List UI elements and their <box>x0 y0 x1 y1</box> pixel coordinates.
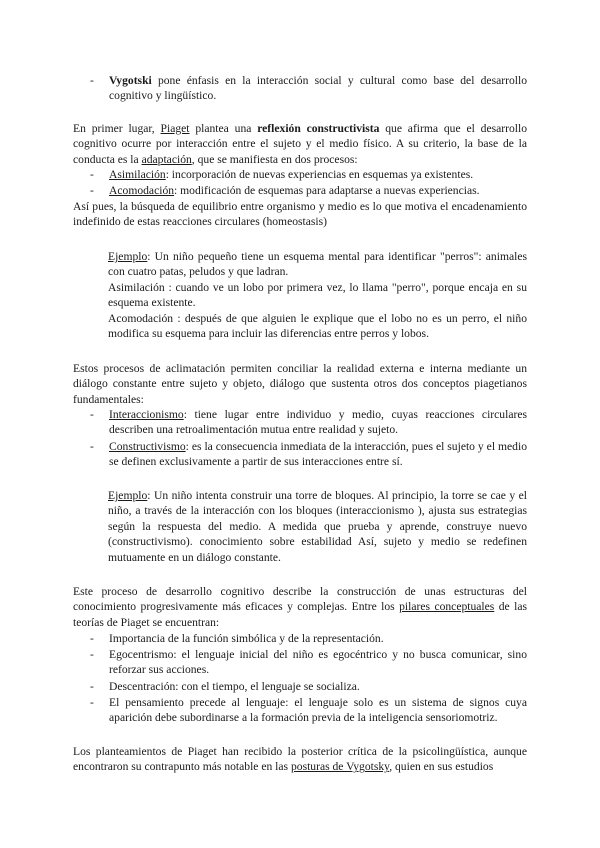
bullet-dash: - <box>90 184 94 197</box>
text-run: de las teorías de Piaget se encuentran: <box>73 600 527 629</box>
piaget-link: Piaget <box>160 122 190 135</box>
equilibrio-paragraph: Así pues, la búsqueda de equilibrio entre organismo y medio es lo que motiva el encadenamiento indefinido de estas reacciones circulares (homeostasis) <box>73 200 527 229</box>
constructivist-term: reflexión constructivista <box>257 122 380 135</box>
constructivismo-term: Constructivismo <box>109 440 186 453</box>
bullet-dash: - <box>90 74 94 87</box>
bullet-dash: - <box>90 680 94 693</box>
bullet-dash: - <box>90 168 94 181</box>
interaccionismo-text: : tiene lugar entre individuo y medio, cuyas reacciones circulares describen una retroalimentación mutua entre realidad y sujeto. <box>109 408 527 437</box>
bullet-dash: - <box>90 696 94 709</box>
ejemplo-label: Ejemplo <box>108 489 148 502</box>
example-perros-line1 <box>108 249 527 280</box>
text-run: , que se manifiesta en dos procesos: <box>191 152 358 166</box>
text-run: que afirma que el desarrollo cognitivo ocurre por interacción entre el sujeto y el medio físico. A su criterio, la base de la conducta es la <box>73 122 528 166</box>
text-run: : Un niño pequeño tiene un esquema mental para identificar "perros": animales con cuatro patas, peludos y que ladran. <box>108 250 527 279</box>
piaget-paragraph <box>73 121 527 167</box>
text-run: plantea una <box>189 122 258 135</box>
descentracion-text: Descentración: con el tiempo, el lenguaje se socializa. <box>109 680 360 693</box>
text-run: , quien en sus estudios <box>389 760 494 774</box>
pilares-term: pilares conceptuales <box>399 600 495 614</box>
bullet-dash: - <box>90 408 94 421</box>
pensamiento-text: El pensamiento precede al lenguaje: el lenguaje solo es un sistema de signos cuya aparición debe subordinarse a la formación previa de la inteligencia sensoriomotriz. <box>109 696 527 725</box>
example-torre <box>108 488 527 565</box>
text-run: Los planteamientos de Piaget han recibido la posterior crítica de la psicolingüística, aunque encontraron su contrapunto más notable en las <box>73 745 527 774</box>
bullet-dash: - <box>90 440 94 453</box>
vygotski-text: pone énfasis en la interacción social y cultural como base del desarrollo cognitivo y lingüístico. <box>109 74 527 103</box>
list-item-descentracion <box>90 679 527 694</box>
posturas-vygotsky-term: posturas de Vygotsky <box>290 760 390 774</box>
example-perros-line3: Acomodación : después de que alguien le explique que el lobo no es un perro, el niño modifica su esquema para incluir las diferencias entre perros y lobos. <box>108 311 527 341</box>
list-item-pensamiento <box>90 695 527 726</box>
list-item-acomodacion <box>90 183 527 198</box>
aclimatacion-paragraph: Estos procesos de aclimatación permiten conciliar la realidad externa e interna mediante un diálogo constante entre sujeto y objeto, diálogo que sustenta otros dos conceptos piagetianos fundamentales: <box>73 362 527 406</box>
ejemplo-label: Ejemplo <box>108 250 148 263</box>
list-item-funcion-simbolica <box>90 631 527 646</box>
bullet-dash: - <box>90 648 94 661</box>
list-item-egocentrismo <box>90 647 527 678</box>
funcion-simbolica-text: Importancia de la función simbólica y de la representación. <box>109 632 384 645</box>
example-perros <box>108 249 527 341</box>
list-item-interaccionismo <box>90 407 527 438</box>
pilares-paragraph <box>73 584 527 630</box>
text-run: En primer lugar, <box>73 122 161 135</box>
interaccionismo-term: Interaccionismo <box>109 408 184 421</box>
list-item-constructivismo <box>90 439 527 470</box>
example-perros-line2: Asimilación : cuando ve un lobo por primera vez, lo llama "perro", porque encaja en su esquema existente. <box>108 280 527 310</box>
acomodacion-text: : modificación de esquemas para adaptarse a nuevas experiencias. <box>174 184 480 197</box>
list-item-asimilacion <box>90 167 527 182</box>
vygotski-list-item <box>90 73 527 104</box>
egocentrismo-text: Egocentrismo: el lenguaje inicial del niño es egocéntrico y no busca comunicar, sino reforzar sus acciones. <box>109 648 527 677</box>
constructivismo-text: : es la consecuencia inmediata de la interacción, pues el sujeto y el medio se definen exclusivamente a partir de sus interacciones entre sí. <box>109 440 527 469</box>
adaptacion-term: adaptación <box>141 152 192 166</box>
vygotsky-paragraph <box>73 744 527 775</box>
asimilacion-text: : incorporación de nuevas experiencias en esquemas ya existentes. <box>165 168 474 181</box>
bullet-dash: - <box>90 632 94 645</box>
acomodacion-term: Acomodación <box>109 184 175 197</box>
text-run: Este proceso de desarrollo cognitivo describe la construcción de unas estructuras del conocimiento progresivamente más eficaces y complejas. Entre los <box>73 585 527 614</box>
asimilacion-term: Asimilación <box>109 168 166 181</box>
text-run: : Un niño intenta construir una torre de bloques. Al principio, la torre se cae y el niño, a través de la interacción con los bloques (interaccionismo ), ajusta sus estrategias según la respuesta del medio. A medida que prueba y aprende, construye nuevo (constructivismo). conocimiento sobre estabilidad Así, sujeto y medio se redefinen mutuamente en un diálogo constante. <box>108 489 527 564</box>
vygotski-name: Vygotski <box>109 74 152 87</box>
